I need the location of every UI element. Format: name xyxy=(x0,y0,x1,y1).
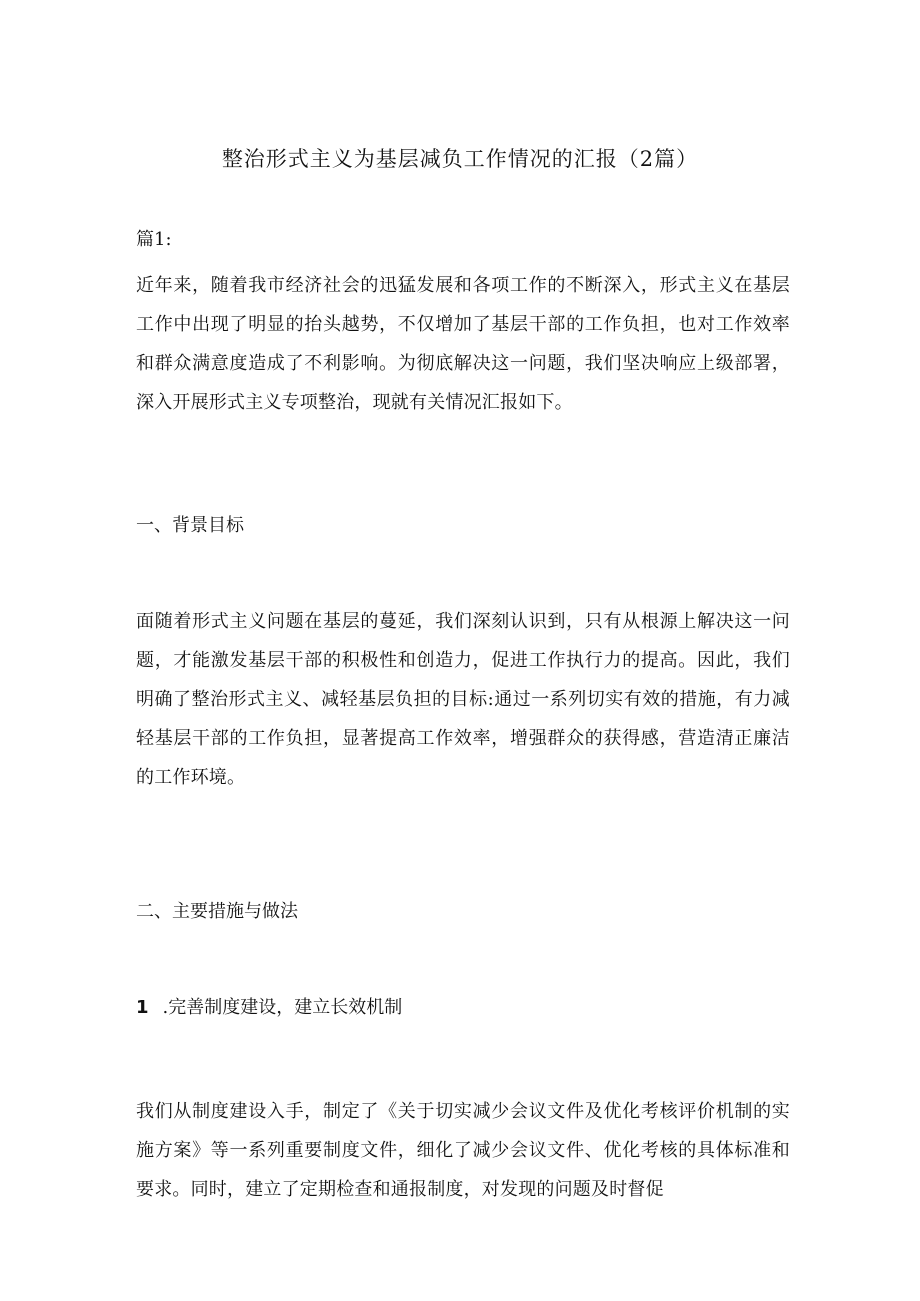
intro-paragraph: 近年来，随着我市经济社会的迅猛发展和各项工作的不断深入，形式主义在基层工作中出现了明显的抬头越势，不仅增加了基层干部的工作负担，也对工作效率和群众满意度造成了不利影响。为彻底解决这一问题，我们坚决响应上级部署，深入开展形式主义专项整治，现就有关情况汇报如下。 xyxy=(136,275,790,413)
section-heading-background: 一、背景目标 xyxy=(136,515,244,536)
subsection-number: 1 xyxy=(136,997,149,1018)
subsection-title: .完善制度建设，建立长效机制 xyxy=(162,997,403,1018)
section-heading-measures: 二、主要措施与做法 xyxy=(136,901,298,922)
measures-paragraph: 我们从制度建设入手，制定了《关于切实减少会议文件及优化考核评价机制的实施方案》等一系列重要制度文件，细化了减少会议文件、优化考核的具体标准和要求。同时，建立了定期检查和通报制度，对发现的问题及时督促 xyxy=(136,1101,790,1200)
subsection-heading xyxy=(136,994,402,1022)
background-paragraph: 面随着形式主义问题在基层的蔓延，我们深刻认识到，只有从根源上解决这一问题，才能激发基层干部的积极性和创造力，促进工作执行力的提高。因此，我们明确了整治形式主义、减轻基层负担的目标:通过一系列切实有效的措施，有力减轻基层干部的工作负担，显著提高工作效率，增强群众的获得感，营造清正廉洁的工作环境。 xyxy=(136,611,790,788)
document-title: 整治形式主义为基层减负工作情况的汇报（2篇） xyxy=(221,147,699,171)
part-label: 篇1: xyxy=(136,229,172,250)
